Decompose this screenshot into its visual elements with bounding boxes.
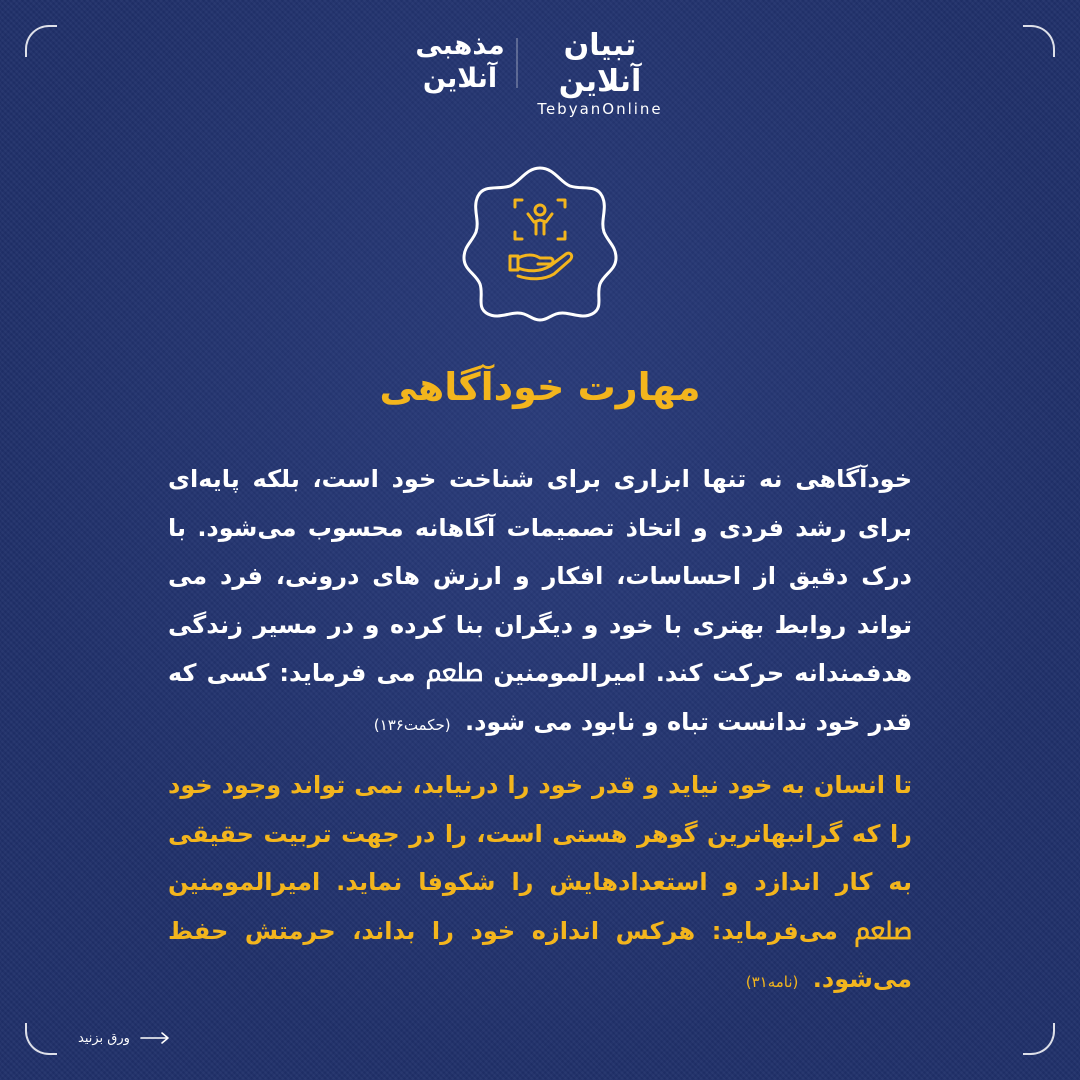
emblem-frame [464,168,616,320]
mazhabi-logo-line1: مذهبی [415,30,505,61]
mazhabi-logo-line2: آنلاین [422,63,498,94]
paragraph-main-reference: (حکمت۱۳۶) [373,715,451,734]
logo-divider [516,38,518,88]
paragraph-highlight-text: تا انسان به خود نیاید و قدر خود را درنیابد، نمی تواند وجود خود را که گرانبهاترین گوهر هستی است، را در جهت تربیت حقیقی به کار اندازد و استعدادهایش را شکوفا نماید. امیرالمومنین ﷵ می‌فرماید: هرکس اندازه خود را بداند، حرمتش حفظ می‌شود. [168,771,912,993]
tebyan-logo-fa: تبیان آنلاین [558,28,642,99]
frame-corner-top-right [1023,25,1055,57]
paragraph-main-text: خودآگاهی نه تنها ابزاری برای شناخت خود است، بلکه پایه‌ای برای رشد فردی و اتخاذ تصمیمات آگاهانه محسوب می‌شود. با درک دقیق از احساسات، افکار و ارزش های درونی، فرد می تواند روابط بهتری با خود و دیگران بنا کرده و در مسیر زندگی هدفمندانه حرکت کند. امیرالمومنین ﷵ می فرماید: کسی که قدر خود ندانست تباه و نابود می شود. [168,465,912,736]
frame-corner-top-left [25,25,57,57]
self-awareness-hand-person-icon [510,200,572,279]
tebyan-logo-en: TebyanOnline [537,100,663,118]
post-title: مهارت خودآگاهی [379,365,701,409]
paragraph-highlight-reference: (نامه۳۱) [745,973,799,991]
swipe-label: ورق بزنید [78,1030,130,1046]
paragraph-highlight [168,761,912,1007]
self-awareness-emblem [458,160,622,324]
paragraph-main [168,455,912,749]
arrow-right-icon [140,1031,170,1045]
frame-corner-bottom-left [25,1023,57,1055]
tebyan-online-logo [520,28,680,118]
frame-corner-bottom-right [1023,1023,1055,1055]
swipe-hint[interactable] [78,1026,170,1050]
mazhabi-online-logo [405,30,515,96]
